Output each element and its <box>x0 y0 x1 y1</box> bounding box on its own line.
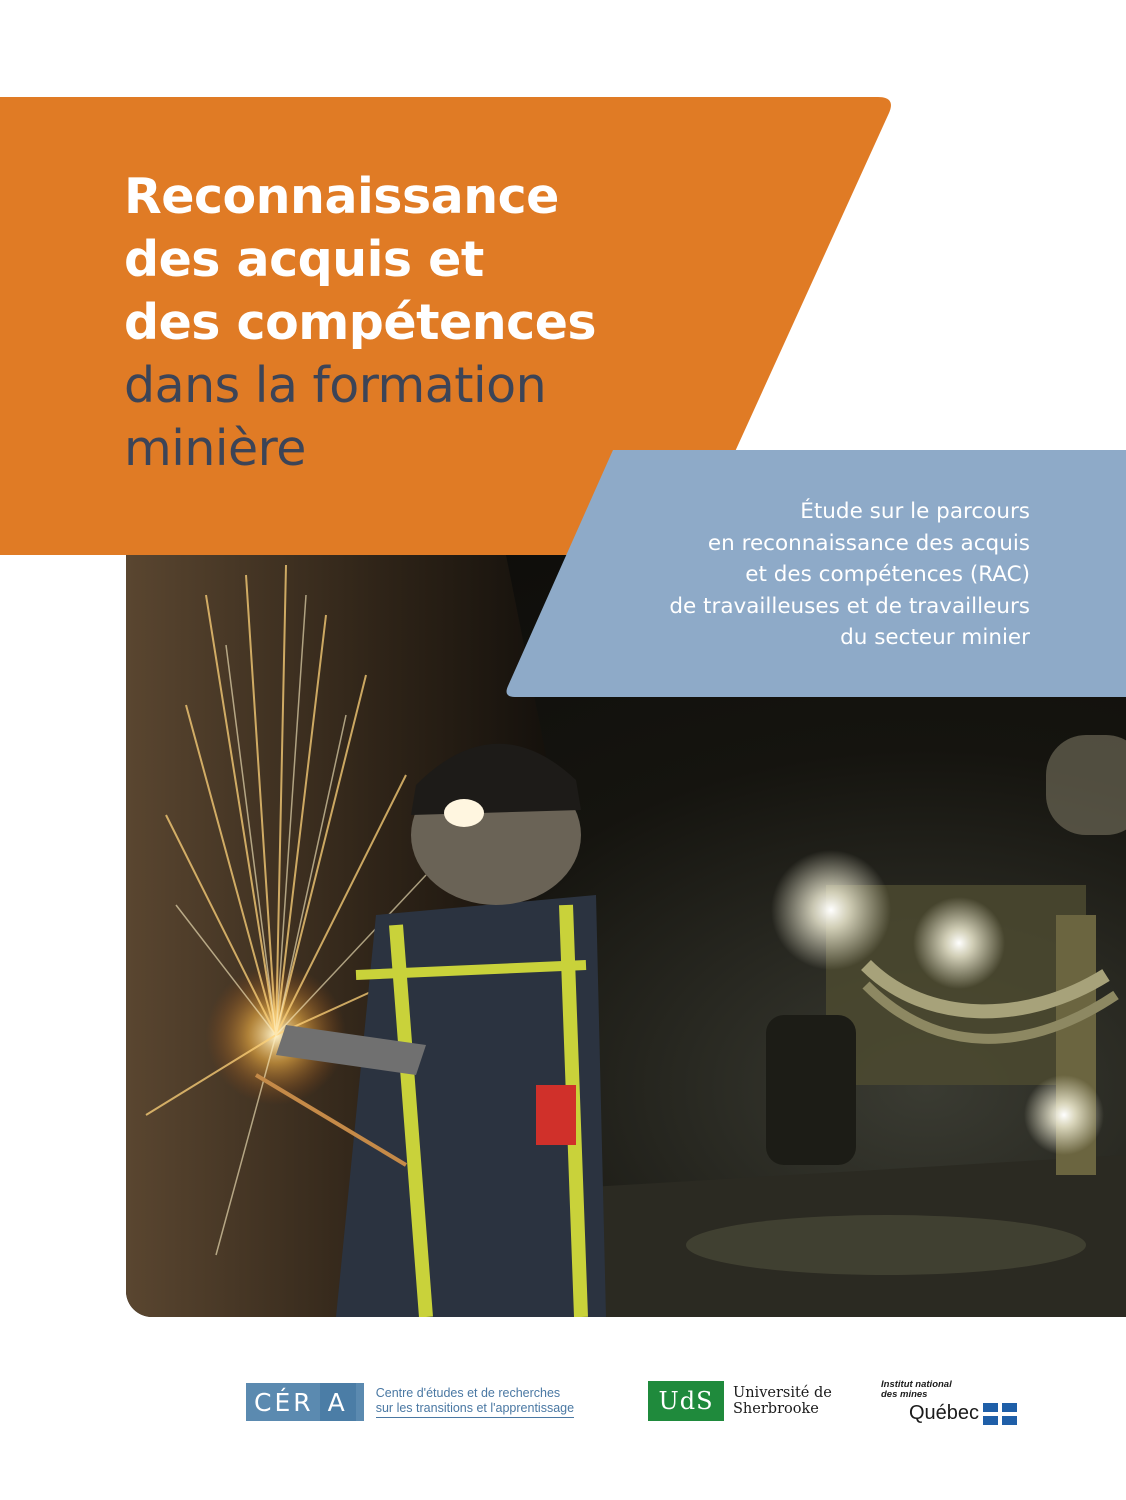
title-line: Reconnaissance <box>124 168 559 225</box>
inmq-line: Institut national <box>881 1379 952 1390</box>
uds-logo <box>648 1381 832 1421</box>
subtitle-line: en reconnaissance des acquis <box>707 530 1030 556</box>
uds-line: Université de <box>733 1385 832 1401</box>
cera-line: sur les transitions et l'apprentissage <box>375 1401 575 1415</box>
mining-machine <box>766 850 1116 1175</box>
uds-mark: UdS <box>648 1381 724 1421</box>
cera-line: Centre d'études et de recherches <box>375 1386 561 1400</box>
uds-name <box>733 1385 832 1417</box>
subtitle-line: de travailleuses et de travailleurs <box>669 593 1030 619</box>
inmq-logo <box>881 1380 1017 1425</box>
subtitle-line: et des compétences (RAC) <box>745 562 1030 587</box>
subtitle-line: Étude sur le parcours <box>800 499 1030 524</box>
cover-title <box>124 165 764 480</box>
title-line: des compétences <box>124 294 597 351</box>
quebec-name: Québec <box>909 1402 980 1424</box>
title-line: minière <box>124 420 306 477</box>
quebec-flag-icon <box>983 1403 1017 1425</box>
title-line: dans la formation <box>124 357 547 414</box>
cover-subtitle <box>510 496 1030 654</box>
cera-letter-a: A <box>320 1383 356 1421</box>
cera-letters: CÉR <box>254 1387 314 1417</box>
cera-mark <box>246 1383 364 1421</box>
inmq-line: des mines <box>881 1389 928 1400</box>
uds-line: Sherbrooke <box>733 1401 819 1417</box>
inmq-institute <box>881 1380 1017 1400</box>
title-line: des acquis et <box>124 231 484 288</box>
cera-logo <box>246 1382 574 1422</box>
cera-name <box>376 1386 574 1418</box>
inmq-wordmark <box>881 1402 1017 1425</box>
subtitle-line: du secteur minier <box>840 625 1030 650</box>
